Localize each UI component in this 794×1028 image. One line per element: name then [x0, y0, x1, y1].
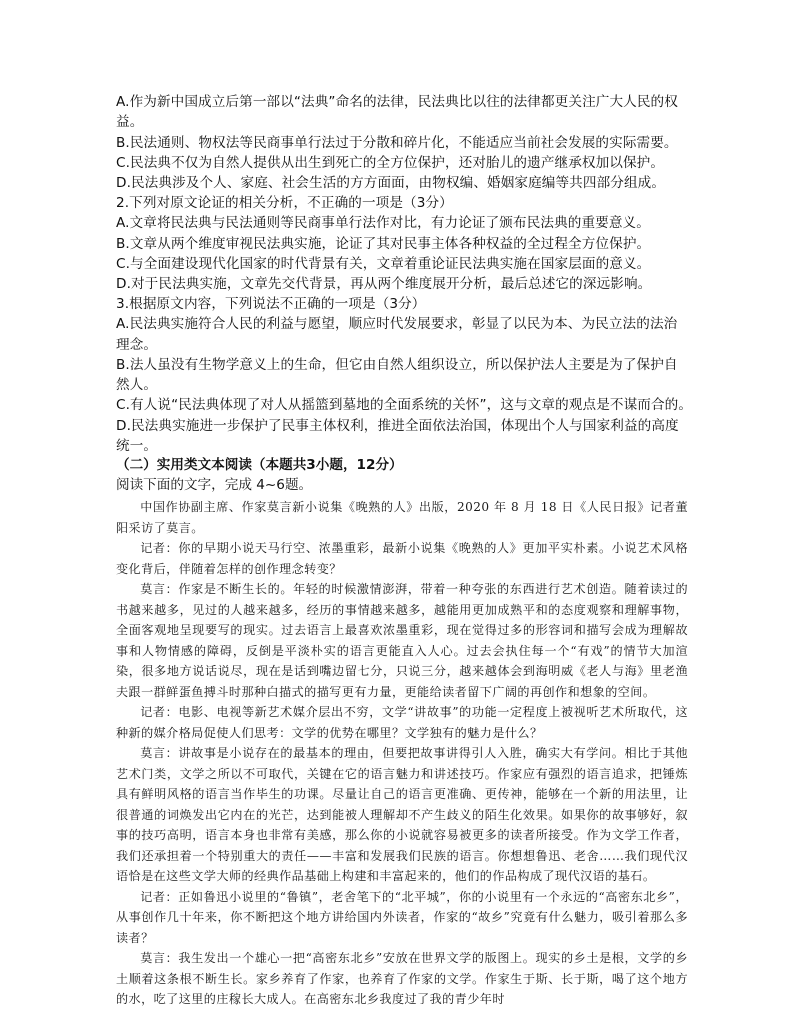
q2-option-b: B.文章从两个维度审视民法典实施，论证了其对民事主体各种权益的全过程全方位保护。	[116, 235, 651, 252]
moyan-answer-3: 莫言：我生发出一个雄心一把“高密东北乡”安放在世界文学的版图上。现实的乡土是根，文学的乡土顺着这条根不断生长。家乡养育了作家，也养育了作家的文学。作家生于斯、长于斯，喝了这个地方的水，吃了这里的庄稼长大成人。在高密东北乡我度过了我的青少年时	[116, 951, 688, 1006]
question-3	[116, 294, 693, 456]
q2-option-d: D.对于民法典实施，文章先交代背景，再从两个维度展开分析，最后总述它的深远影响。	[116, 276, 652, 293]
q2-option-c: C.与全面建设现代化国家的时代背景有关，文章着重论证民法典实施在国家层面的意义。	[116, 255, 651, 272]
article-intro-paragraph: 中国作协副主席、作家莫言新小说集《晚熟的人》出版，2020 年 8 月 18 日《人民日报》记者董阳采访了莫言。	[116, 500, 688, 535]
question-1-options	[116, 92, 688, 193]
question-2	[116, 193, 688, 294]
section-instruction: 阅读下面的文字，完成 4~6题。	[116, 477, 313, 493]
q3-option-b-line1: B.法人虽没有生物学意义上的生命，但它由自然人组织设立，所以保护法人主要是为了保护自	[116, 356, 678, 373]
q3-stem: 3.根据原文内容，下列说法不正确的一项是（3分）	[116, 296, 426, 312]
q3-option-a-line2: 理念。	[116, 336, 158, 353]
q2-stem: 2.下列对原文论证的相关分析，不正确的一项是（3分）	[116, 195, 453, 211]
q3-option-a-line1: A.民法典实施符合人民的利益与愿望，顺应时代发展要求，彰显了以民为本、为民立法的法治	[116, 316, 678, 333]
q1-option-d: D.民法典涉及个人、家庭、社会生活的方方面面，由物权编、婚姻家庭编等共四部分组成。	[116, 175, 666, 192]
reporter-question-3: 记者：正如鲁迅小说里的“鲁镇”，老舍笔下的“北平城”，你的小说里有一个永远的“高密东北乡”，从事创作几十年来，你不断把这个地方讲给国内外读者，作家的“故乡”究竟有什么魅力，吸引着那么多读者？	[116, 889, 688, 945]
reporter-question-2: 记者：电影、电视等新艺术媒介层出不穷，文学“讲故事”的功能一定程度上被视听艺术所取代，这种新的媒介格局促使人们思考：文学的优势在哪里？文学独有的魅力是什么？	[116, 705, 688, 740]
q1-option-a-line1: A.作为新中国成立后第一部以“法典”命名的法律，民法典比以往的法律都更关注广大人民的权	[116, 94, 678, 110]
q2-option-a: A.文章将民法典与民法通则等民商事单行法作对比，有力论证了颁布民法典的重要意义。	[116, 215, 650, 232]
q1-option-b: B.民法通则、物权法等民商事单行法过于分散和碎片化，不能适应当前社会发展的实际需要。	[116, 134, 678, 151]
reporter-question-1: 记者：你的早期小说天马行空、浓墨重彩，最新小说集《晚熟的人》更加平实朴素。小说艺术风格变化背后，伴随着怎样的创作理念转变？	[116, 541, 688, 576]
q1-option-a-line2: 益。	[116, 114, 144, 131]
moyan-answer-1: 莫言：作家是不断生长的。年轻的时候激情澎湃，带着一种夸张的东西进行艺术创造。随着读过的书越来越多，见过的人越来越多，经历的事情越来越多，越能用更加成熟平和的态度观察和理解事物，全面客观地呈现要写的现实。过去语言上最喜欢浓墨重彩，现在觉得过多的形容词和描写会成为理解故事和人物情感的障碍，反倒是平淡朴实的语言更能直入人心。过去会执住每一个“有戏”的情节大加渲染，很多地方说话说尽，现在是话到嘴边留七分，只说三分，越来越体会到海明威《老人与海》里老渔夫跟一群鲜蛋鱼搏斗时那种白描式的描写更有力量，更能给读者留下广阔的再创作和想象的空间。	[116, 582, 688, 699]
q3-option-b-line2: 然人。	[116, 377, 158, 394]
section-heading: （二）实用类文本阅读（本题共3小题，12分）	[116, 457, 403, 473]
q3-option-c: C.有人说“民法典体现了对人从摇篮到墓地的全面系统的关怀”，这与文章的观点是不谋而合的。	[116, 397, 693, 414]
q3-option-d-line1: D.民法典实施进一步保护了民事主体权利，推进全面依法治国，体现出个人与国家利益的高度	[116, 417, 679, 434]
q3-option-d-line2: 统一。	[116, 438, 158, 455]
moyan-answer-2: 莫言：讲故事是小说存在的最基本的理由，但要把故事讲得引人入胜，确实大有学问。相比于其他艺术门类，文学之所以不可取代，关键在它的语言魅力和讲述技巧。作家应有强烈的语言追求，把锤炼具有鲜明风格的语言当作毕生的功课。尽量让自己的语言更准确、更传神，能够在一个新的用法里，让很普通的词焕发出它内在的光芒，达到能被人理解却不产生歧义的陌生化效果。如果你的故事够好，叙事的技巧高明，语言本身也非常有美感，那么你的小说就容易被更多的读者所接受。作为文学工作者，我们还承担着一个特别重大的责任——丰富和发展我们民族的语言。你想想鲁迅、老舍……我们现代汉语恰是在这些文学大师的经典作品基础上构建和丰富起来的，他们的作品构成了现代汉语的基石。	[116, 746, 688, 883]
q1-option-c: C.民法典不仅为自然人提供从出生到死亡的全方位保护，还对胎儿的遗产继承权加以保护。	[116, 154, 665, 171]
interview-article	[116, 497, 688, 1010]
